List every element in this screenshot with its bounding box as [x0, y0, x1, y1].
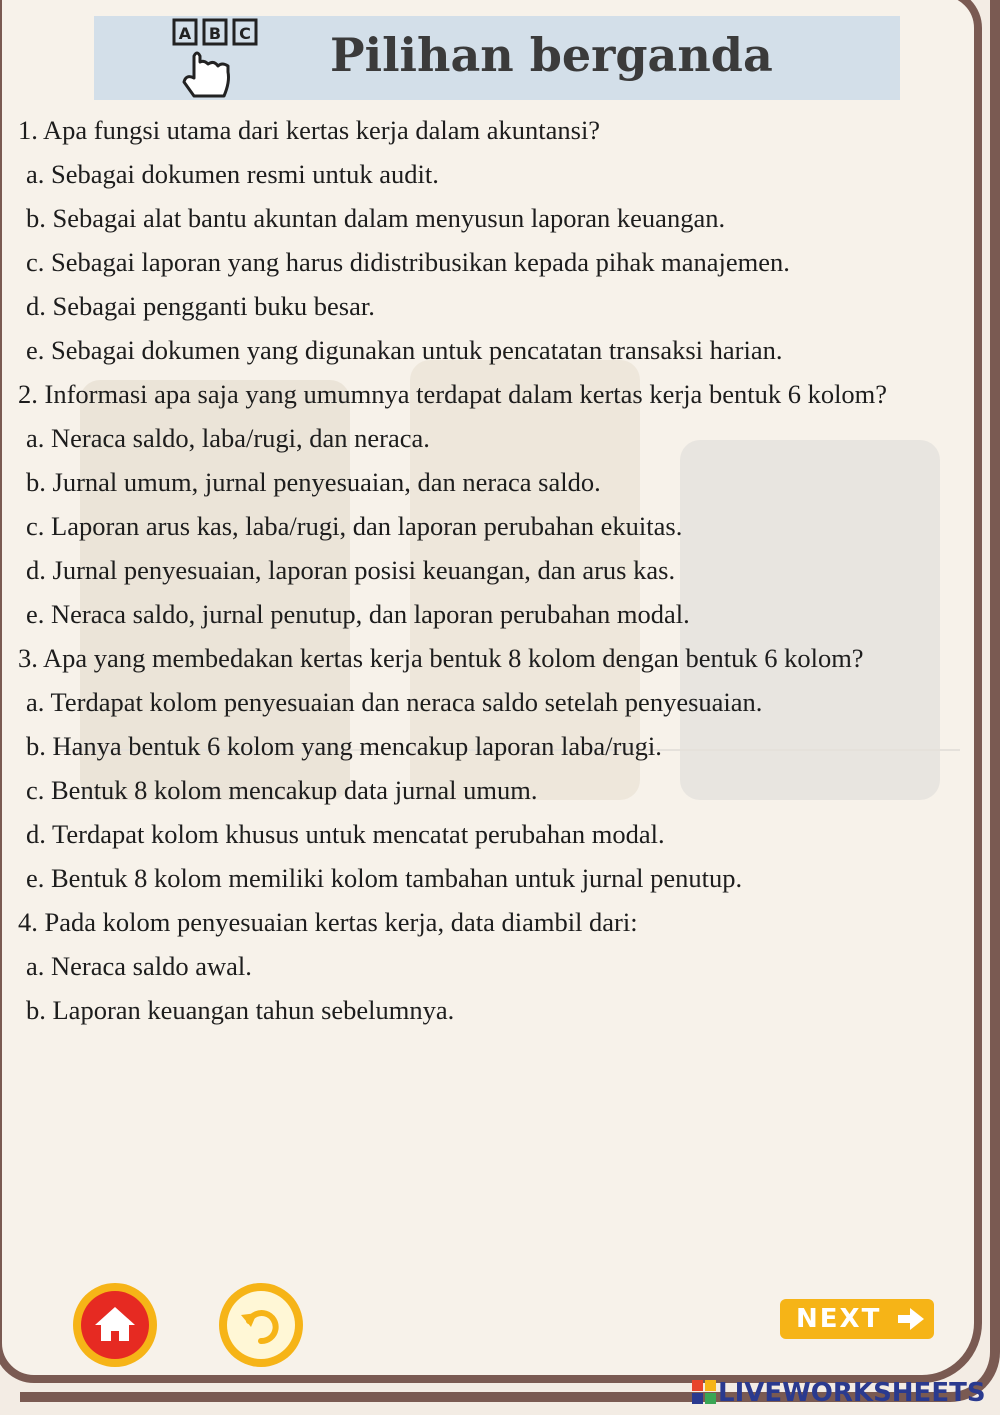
- question-2-option-b: b. Jurnal umum, jurnal penyesuaian, dan neraca saldo.: [26, 467, 601, 497]
- question-1-option-c: c. Sebagai laporan yang harus didistribusikan kepada pihak manajemen.: [26, 247, 790, 277]
- question-3-option-e: e. Bentuk 8 kolom memiliki kolom tambahan untuk jurnal penutup.: [26, 863, 743, 893]
- question-3-option-b: b. Hanya bentuk 6 kolom yang mencakup laporan laba/rugi.: [26, 731, 662, 761]
- question-1-option-a: a. Sebagai dokumen resmi untuk audit.: [26, 159, 439, 189]
- undo-arrow-icon: [227, 1291, 295, 1359]
- question-2: 2. Informasi apa saja yang umumnya terdapat dalam kertas kerja bentuk 6 kolom?: [18, 379, 888, 409]
- next-button-label: NEXT: [796, 1304, 882, 1334]
- question-3-option-c: c. Bentuk 8 kolom mencakup data jurnal umum.: [26, 775, 538, 805]
- question-2-option-c: c. Laporan arus kas, laba/rugi, dan laporan perubahan ekuitas.: [26, 511, 683, 541]
- question-1-option-e: e. Sebagai dokumen yang digunakan untuk pencatatan transaksi harian.: [26, 335, 783, 365]
- abc-icon-letter-c: C: [239, 24, 251, 43]
- liveworksheets-logo-icon: [692, 1380, 716, 1404]
- liveworksheets-brand-name: LIVEWORKSHEETS: [718, 1378, 986, 1408]
- question-3-option-d: d. Terdapat kolom khusus untuk mencatat perubahan modal.: [26, 819, 665, 849]
- question-1-option-d: d. Sebagai pengganti buku besar.: [26, 291, 375, 321]
- question-3-option-a: a. Terdapat kolom penyesuaian dan neraca saldo setelah penyesuaian.: [26, 687, 763, 717]
- arrow-right-icon: [898, 1308, 924, 1330]
- question-list: [18, 108, 968, 1032]
- question-4: 4. Pada kolom penyesuaian kertas kerja, data diambil dari:: [18, 907, 638, 937]
- home-icon: [81, 1291, 149, 1359]
- question-2-option-d: d. Jurnal penyesuaian, laporan posisi keuangan, dan arus kas.: [26, 555, 676, 585]
- home-button[interactable]: [73, 1283, 157, 1367]
- question-4-option-a: a. Neraca saldo awal.: [26, 951, 252, 981]
- question-2-option-e: e. Neraca saldo, jurnal penutup, dan laporan perubahan modal.: [26, 599, 690, 629]
- next-button[interactable]: [780, 1299, 934, 1339]
- abc-touch-icon: [172, 18, 262, 100]
- abc-icon-letter-b: B: [208, 24, 222, 43]
- question-4-option-b: b. Laporan keuangan tahun sebelumnya.: [26, 995, 455, 1025]
- page-title: Pilihan berganda: [330, 28, 773, 82]
- question-3: 3. Apa yang membedakan kertas kerja bentuk 8 kolom dengan bentuk 6 kolom?: [18, 643, 864, 673]
- question-2-option-a: a. Neraca saldo, laba/rugi, dan neraca.: [26, 423, 430, 453]
- home-button-face: [81, 1291, 149, 1359]
- liveworksheets-brand: [692, 1377, 986, 1409]
- question-1: 1. Apa fungsi utama dari kertas kerja dalam akuntansi?: [18, 115, 601, 145]
- back-button[interactable]: [219, 1283, 303, 1367]
- question-1-option-b: b. Sebagai alat bantu akuntan dalam menyusun laporan keuangan.: [26, 203, 726, 233]
- abc-icon-letter-a: A: [178, 24, 192, 43]
- back-button-face: [227, 1291, 295, 1359]
